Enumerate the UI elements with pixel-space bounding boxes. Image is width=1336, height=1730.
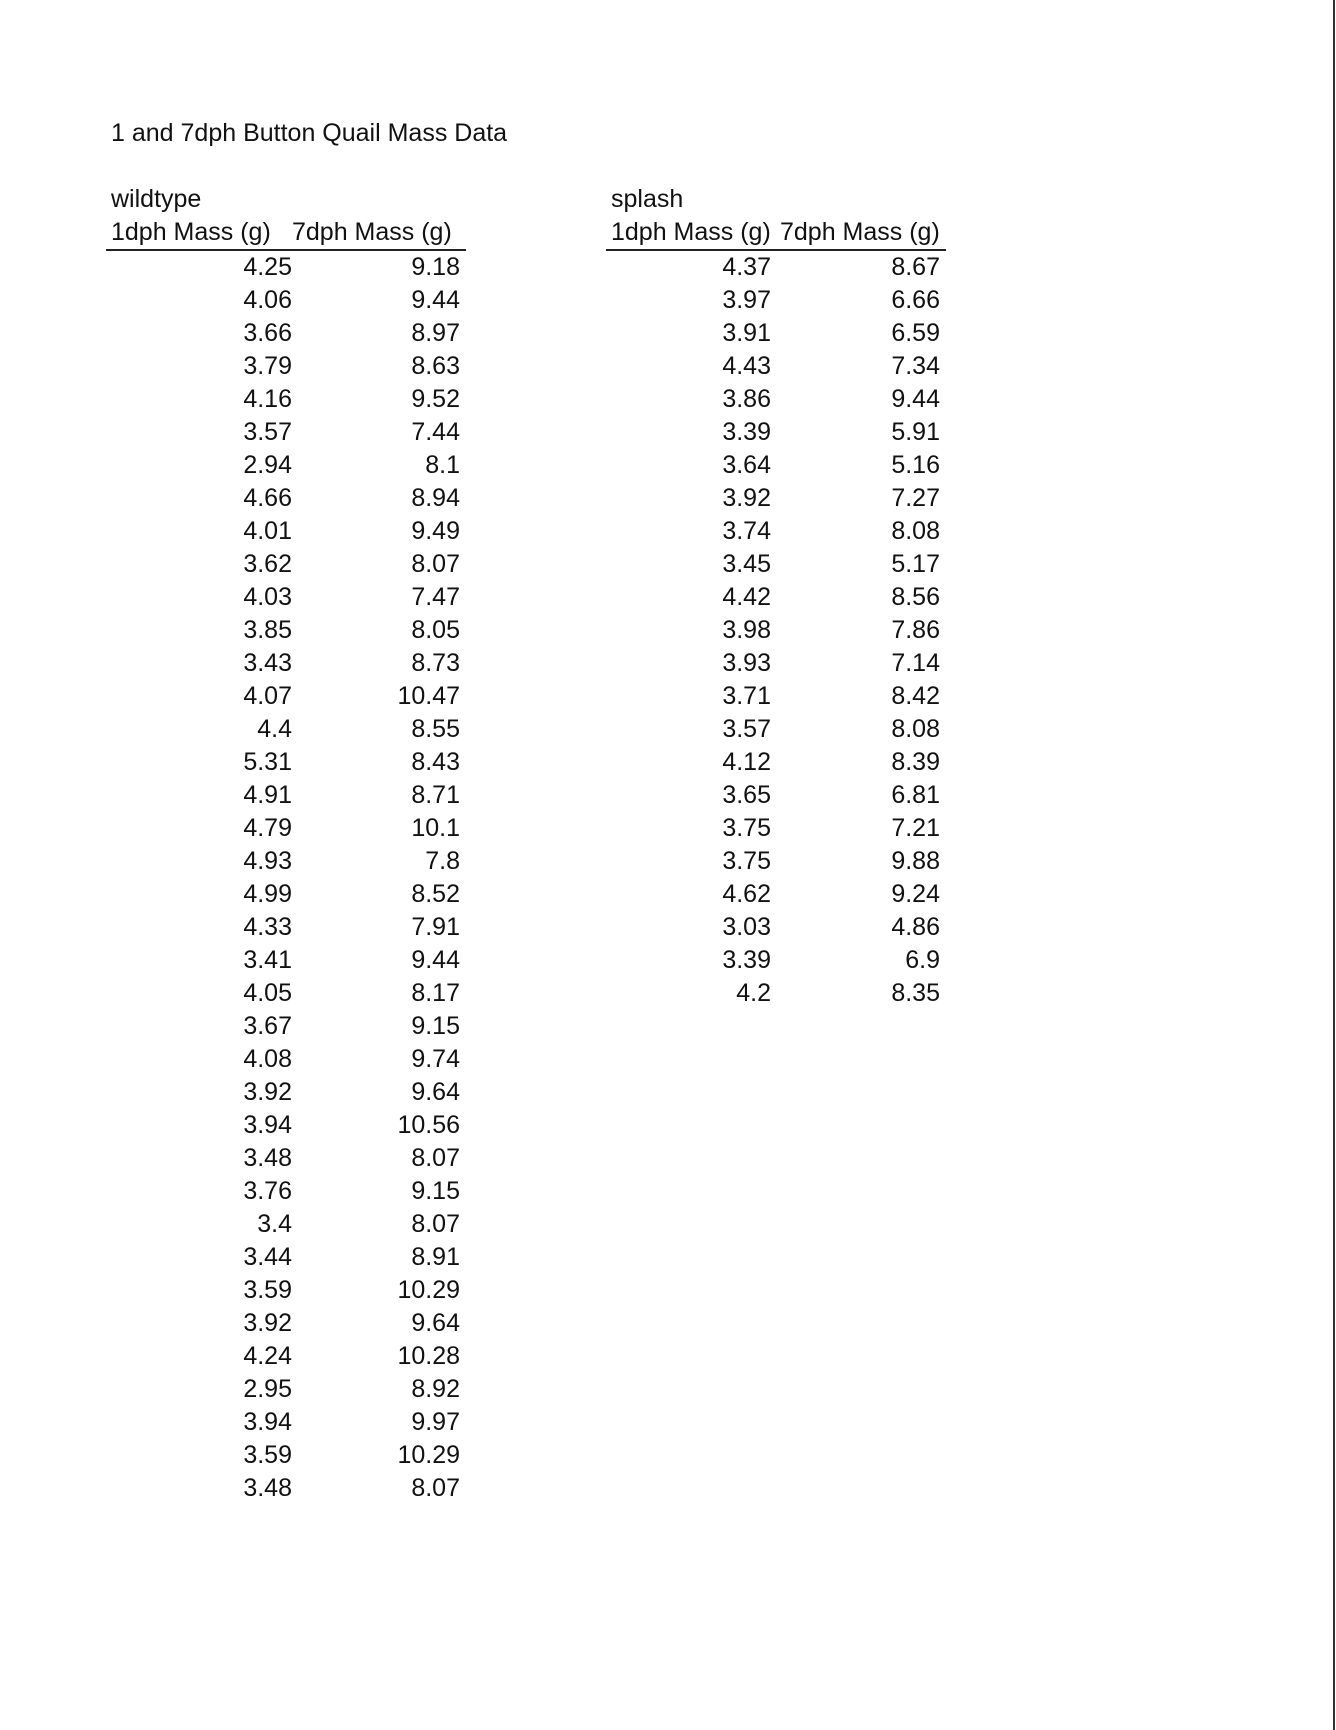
cell-1dph-mass: 3.39: [722, 946, 771, 974]
cell-1dph-mass: 3.48: [243, 1474, 292, 1502]
cell-1dph-mass: 3.94: [243, 1408, 292, 1436]
cell-7dph-mass: 9.18: [411, 253, 460, 281]
cell-7dph-mass: 9.64: [411, 1309, 460, 1337]
cell-1dph-mass: 3.4: [257, 1210, 292, 1238]
splash-header-7dph: 7dph Mass (g): [780, 218, 940, 246]
cell-7dph-mass: 7.14: [891, 649, 940, 677]
cell-7dph-mass: 9.44: [411, 286, 460, 314]
splash-label: splash: [611, 185, 684, 213]
cell-7dph-mass: 10.28: [397, 1342, 460, 1370]
cell-7dph-mass: 9.15: [411, 1177, 460, 1205]
cell-7dph-mass: 9.64: [411, 1078, 460, 1106]
table-row: [106, 416, 466, 449]
cell-7dph-mass: 10.56: [397, 1111, 460, 1139]
table-row: [106, 1208, 466, 1241]
page-edge-line: [1333, 0, 1335, 1730]
cell-7dph-mass: 8.43: [411, 748, 460, 776]
table-row: [106, 251, 466, 284]
cell-7dph-mass: 6.59: [891, 319, 940, 347]
wildtype-rows: [106, 251, 466, 1505]
table-row: [106, 1076, 466, 1109]
table-row: [106, 1241, 466, 1274]
cell-1dph-mass: 3.59: [243, 1441, 292, 1469]
cell-7dph-mass: 5.91: [891, 418, 940, 446]
table-row: [606, 515, 946, 548]
cell-1dph-mass: 4.06: [243, 286, 292, 314]
cell-1dph-mass: 3.97: [722, 286, 771, 314]
cell-1dph-mass: 3.41: [243, 946, 292, 974]
cell-1dph-mass: 4.16: [243, 385, 292, 413]
cell-7dph-mass: 9.74: [411, 1045, 460, 1073]
cell-7dph-mass: 7.27: [891, 484, 940, 512]
cell-1dph-mass: 4.62: [722, 880, 771, 908]
table-row: [106, 812, 466, 845]
cell-7dph-mass: 8.07: [411, 550, 460, 578]
cell-1dph-mass: 3.59: [243, 1276, 292, 1304]
splash-table: [606, 182, 946, 1010]
cell-1dph-mass: 4.08: [243, 1045, 292, 1073]
wildtype-header-row: [106, 216, 466, 251]
cell-7dph-mass: 7.91: [411, 913, 460, 941]
cell-1dph-mass: 3.43: [243, 649, 292, 677]
cell-1dph-mass: 3.64: [722, 451, 771, 479]
table-row: [106, 1472, 466, 1505]
cell-1dph-mass: 3.62: [243, 550, 292, 578]
cell-1dph-mass: 3.91: [722, 319, 771, 347]
cell-7dph-mass: 10.29: [397, 1276, 460, 1304]
table-row: [106, 647, 466, 680]
cell-7dph-mass: 9.44: [891, 385, 940, 413]
table-row: [606, 944, 946, 977]
wildtype-header-7dph: 7dph Mass (g): [292, 218, 452, 246]
cell-7dph-mass: 8.73: [411, 649, 460, 677]
cell-7dph-mass: 8.91: [411, 1243, 460, 1271]
cell-1dph-mass: 3.65: [722, 781, 771, 809]
cell-1dph-mass: 4.01: [243, 517, 292, 545]
cell-1dph-mass: 3.66: [243, 319, 292, 347]
cell-7dph-mass: 8.35: [891, 979, 940, 1007]
table-row: [106, 977, 466, 1010]
cell-1dph-mass: 3.85: [243, 616, 292, 644]
table-row: [606, 548, 946, 581]
cell-1dph-mass: 4.91: [243, 781, 292, 809]
table-row: [106, 449, 466, 482]
cell-7dph-mass: 6.81: [891, 781, 940, 809]
cell-7dph-mass: 8.52: [411, 880, 460, 908]
cell-7dph-mass: 7.21: [891, 814, 940, 842]
cell-7dph-mass: 6.66: [891, 286, 940, 314]
table-row: [106, 680, 466, 713]
wildtype-table: [106, 182, 466, 1505]
cell-7dph-mass: 7.34: [891, 352, 940, 380]
table-row: [106, 1406, 466, 1439]
cell-1dph-mass: 3.92: [722, 484, 771, 512]
cell-1dph-mass: 3.92: [243, 1309, 292, 1337]
cell-1dph-mass: 3.57: [722, 715, 771, 743]
cell-7dph-mass: 8.07: [411, 1210, 460, 1238]
cell-7dph-mass: 8.08: [891, 517, 940, 545]
table-row: [106, 1142, 466, 1175]
table-row: [606, 647, 946, 680]
table-row: [106, 878, 466, 911]
cell-1dph-mass: 4.03: [243, 583, 292, 611]
table-row: [106, 845, 466, 878]
cell-1dph-mass: 5.31: [243, 748, 292, 776]
table-row: [606, 713, 946, 746]
cell-7dph-mass: 8.42: [891, 682, 940, 710]
page-title: 1 and 7dph Button Quail Mass Data: [111, 119, 508, 147]
cell-1dph-mass: 2.95: [243, 1375, 292, 1403]
table-row: [106, 779, 466, 812]
cell-7dph-mass: 8.55: [411, 715, 460, 743]
cell-7dph-mass: 8.71: [411, 781, 460, 809]
cell-7dph-mass: 10.1: [411, 814, 460, 842]
cell-1dph-mass: 3.92: [243, 1078, 292, 1106]
table-row: [106, 911, 466, 944]
cell-1dph-mass: 3.48: [243, 1144, 292, 1172]
cell-1dph-mass: 3.79: [243, 352, 292, 380]
table-row: [106, 614, 466, 647]
table-row: [106, 1010, 466, 1043]
cell-1dph-mass: 4.42: [722, 583, 771, 611]
cell-7dph-mass: 6.9: [905, 946, 940, 974]
table-row: [606, 383, 946, 416]
cell-7dph-mass: 8.94: [411, 484, 460, 512]
cell-7dph-mass: 8.97: [411, 319, 460, 347]
table-row: [106, 746, 466, 779]
cell-1dph-mass: 4.2: [736, 979, 771, 1007]
table-row: [106, 1307, 466, 1340]
splash-header-1dph: 1dph Mass (g): [611, 218, 771, 246]
cell-1dph-mass: 4.24: [243, 1342, 292, 1370]
table-row: [106, 581, 466, 614]
cell-1dph-mass: 4.07: [243, 682, 292, 710]
table-row: [106, 515, 466, 548]
cell-7dph-mass: 5.16: [891, 451, 940, 479]
table-row: [606, 416, 946, 449]
table-row: [606, 251, 946, 284]
cell-1dph-mass: 2.94: [243, 451, 292, 479]
table-row: [606, 845, 946, 878]
cell-7dph-mass: 9.97: [411, 1408, 460, 1436]
table-row: [606, 317, 946, 350]
cell-7dph-mass: 7.44: [411, 418, 460, 446]
cell-7dph-mass: 8.07: [411, 1474, 460, 1502]
table-row: [106, 944, 466, 977]
table-row: [106, 1109, 466, 1142]
cell-7dph-mass: 9.24: [891, 880, 940, 908]
cell-1dph-mass: 3.75: [722, 814, 771, 842]
cell-1dph-mass: 4.12: [722, 748, 771, 776]
cell-7dph-mass: 9.44: [411, 946, 460, 974]
table-row: [606, 581, 946, 614]
table-row: [106, 1373, 466, 1406]
cell-7dph-mass: 9.88: [891, 847, 940, 875]
cell-1dph-mass: 3.74: [722, 517, 771, 545]
cell-7dph-mass: 10.29: [397, 1441, 460, 1469]
table-row: [606, 614, 946, 647]
cell-7dph-mass: 5.17: [891, 550, 940, 578]
cell-7dph-mass: 8.67: [891, 253, 940, 281]
table-row: [606, 812, 946, 845]
cell-1dph-mass: 3.03: [722, 913, 771, 941]
cell-7dph-mass: 8.56: [891, 583, 940, 611]
cell-1dph-mass: 4.4: [257, 715, 292, 743]
table-row: [106, 317, 466, 350]
table-row: [106, 713, 466, 746]
table-row: [606, 284, 946, 317]
table-row: [606, 482, 946, 515]
cell-7dph-mass: 4.86: [891, 913, 940, 941]
table-row: [606, 680, 946, 713]
cell-1dph-mass: 3.57: [243, 418, 292, 446]
table-row: [606, 911, 946, 944]
cell-1dph-mass: 3.93: [722, 649, 771, 677]
table-row: [106, 350, 466, 383]
cell-1dph-mass: 4.05: [243, 979, 292, 1007]
splash-rows: [606, 251, 946, 1010]
cell-1dph-mass: 3.75: [722, 847, 771, 875]
table-row: [106, 482, 466, 515]
cell-1dph-mass: 3.44: [243, 1243, 292, 1271]
cell-7dph-mass: 7.47: [411, 583, 460, 611]
cell-1dph-mass: 3.71: [722, 682, 771, 710]
cell-1dph-mass: 4.37: [722, 253, 771, 281]
wildtype-header-1dph: 1dph Mass (g): [111, 218, 271, 246]
cell-1dph-mass: 3.94: [243, 1111, 292, 1139]
cell-1dph-mass: 3.39: [722, 418, 771, 446]
cell-7dph-mass: 8.05: [411, 616, 460, 644]
cell-7dph-mass: 8.39: [891, 748, 940, 776]
cell-7dph-mass: 9.52: [411, 385, 460, 413]
cell-1dph-mass: 3.76: [243, 1177, 292, 1205]
cell-7dph-mass: 8.08: [891, 715, 940, 743]
cell-7dph-mass: 9.15: [411, 1012, 460, 1040]
cell-7dph-mass: 8.63: [411, 352, 460, 380]
table-row: [606, 746, 946, 779]
table-row: [606, 779, 946, 812]
cell-1dph-mass: 4.43: [722, 352, 771, 380]
cell-7dph-mass: 8.17: [411, 979, 460, 1007]
cell-1dph-mass: 4.99: [243, 880, 292, 908]
cell-1dph-mass: 3.67: [243, 1012, 292, 1040]
cell-7dph-mass: 8.1: [425, 451, 460, 479]
table-row: [106, 1043, 466, 1076]
table-row: [606, 449, 946, 482]
table-row: [106, 1274, 466, 1307]
table-row: [606, 878, 946, 911]
cell-1dph-mass: 4.33: [243, 913, 292, 941]
cell-1dph-mass: 4.25: [243, 253, 292, 281]
cell-7dph-mass: 10.47: [397, 682, 460, 710]
cell-1dph-mass: 4.93: [243, 847, 292, 875]
splash-header-row: [606, 216, 946, 251]
cell-7dph-mass: 9.49: [411, 517, 460, 545]
cell-7dph-mass: 7.86: [891, 616, 940, 644]
cell-7dph-mass: 7.8: [425, 847, 460, 875]
table-row: [606, 977, 946, 1010]
table-row: [106, 383, 466, 416]
wildtype-label: wildtype: [111, 185, 202, 213]
table-row: [106, 1175, 466, 1208]
table-row: [106, 284, 466, 317]
table-row: [106, 1439, 466, 1472]
cell-7dph-mass: 8.07: [411, 1144, 460, 1172]
cell-1dph-mass: 4.66: [243, 484, 292, 512]
cell-1dph-mass: 3.98: [722, 616, 771, 644]
table-row: [106, 548, 466, 581]
table-row: [606, 350, 946, 383]
cell-7dph-mass: 8.92: [411, 1375, 460, 1403]
cell-1dph-mass: 4.79: [243, 814, 292, 842]
table-row: [106, 1340, 466, 1373]
cell-1dph-mass: 3.45: [722, 550, 771, 578]
cell-1dph-mass: 3.86: [722, 385, 771, 413]
